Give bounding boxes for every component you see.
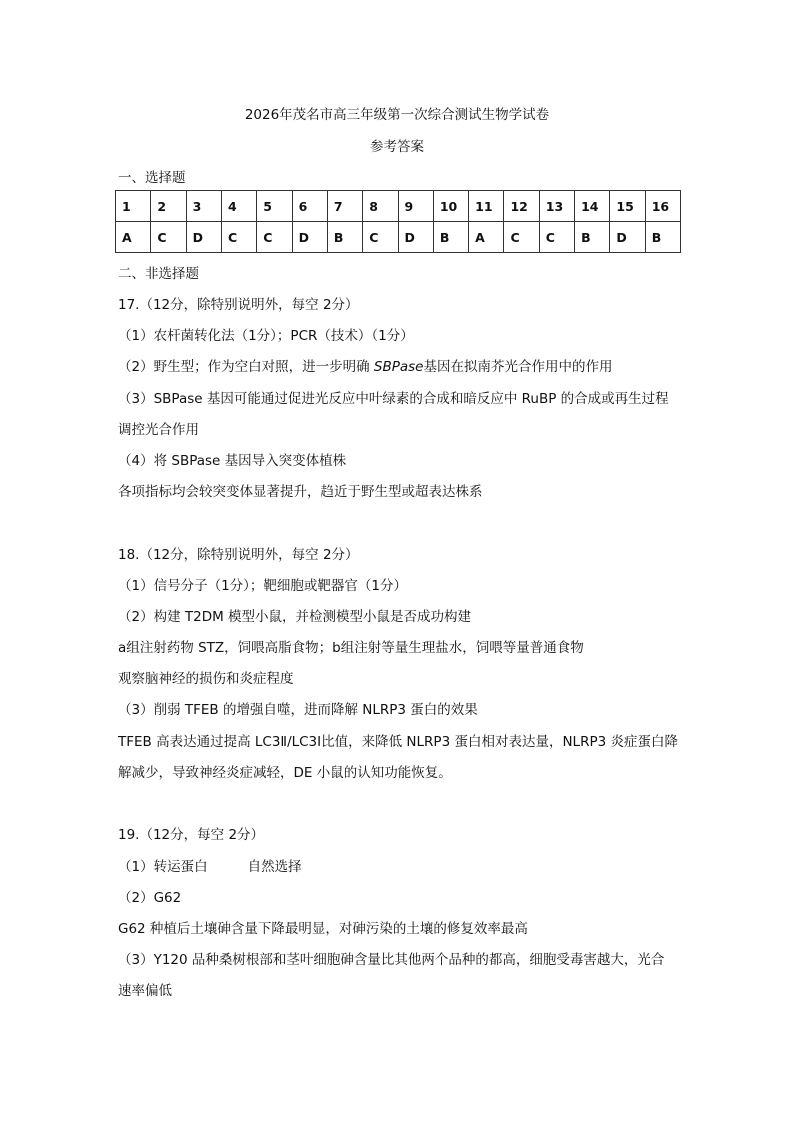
question-number: 4 xyxy=(221,191,256,222)
answer-cell: C xyxy=(504,222,539,253)
q17-line-6: 各项指标均会较突变体显著提升，趋近于野生型或超表达株系 xyxy=(118,484,483,500)
q17-line-1: （1）农杆菌转化法（1分）；PCR（技术）（1分） xyxy=(118,328,414,344)
page-subtitle: 参考答案 xyxy=(370,139,424,155)
question-number: 12 xyxy=(504,191,539,222)
question-number: 9 xyxy=(398,191,433,222)
answer-cell: D xyxy=(398,222,433,253)
q18-line-6: TFEB 高表达通过提高 LC3Ⅱ/LC3Ⅰ比值，来降低 NLRP3 蛋白相对表达量，NLRP3 炎症蛋白降 xyxy=(118,734,678,750)
q17-line-2-gene-name: SBPase xyxy=(373,359,424,375)
question-number: 1 xyxy=(116,191,151,222)
answer-cell: C xyxy=(221,222,256,253)
answer-cell: C xyxy=(363,222,398,253)
answer-cell: B xyxy=(575,222,610,253)
q18-line-5: （3）削弱 TFEB 的增强自噬，进而降解 NLRP3 蛋白的效果 xyxy=(118,702,478,718)
question-number: 13 xyxy=(539,191,574,222)
question-number: 14 xyxy=(575,191,610,222)
q19-line-4: （3）Y120 品种桑树根部和茎叶细胞砷含量比其他两个品种的都高，细胞受毒害越大，光合 xyxy=(118,952,665,968)
answer-cell: B xyxy=(433,222,468,253)
q17-line-2 xyxy=(118,355,612,375)
answer-row xyxy=(116,222,681,253)
q18-line-3: a组注射药物 STZ，饲喂高脂食物；b组注射等量生理盐水，饲喂等量普通食物 xyxy=(118,640,584,656)
answer-cell: D xyxy=(610,222,645,253)
question-number: 11 xyxy=(469,191,504,222)
q19-title: 19.（12分，每空 2分） xyxy=(118,827,265,843)
answer-cell: A xyxy=(116,222,151,253)
q18-title: 18.（12分，除特别说明外，每空 2分） xyxy=(118,547,359,563)
question-number: 5 xyxy=(257,191,292,222)
q18-line-1: （1）信号分子（1分）；靶细胞或靶器官（1分） xyxy=(118,578,408,594)
q17-line-3: （3）SBPase 基因可能通过促进光反应中叶绿素的合成和暗反应中 RuBP 的合成或再生过程 xyxy=(118,391,669,407)
page-title: 2026年茂名市高三年级第一次综合测试生物学试卷 xyxy=(244,107,550,123)
question-number: 15 xyxy=(610,191,645,222)
q19-line-1 xyxy=(118,855,302,875)
section-heading-nonchoice: 二、非选择题 xyxy=(118,266,199,282)
q19-line-5: 速率偏低 xyxy=(118,983,172,999)
q17-line-2-part-1: （2）野生型；作为空白对照，进一步明确 xyxy=(118,359,374,375)
section-heading-choice: 一、选择题 xyxy=(118,170,186,186)
answer-cell: C xyxy=(151,222,186,253)
q19-answer-1: （1）转运蛋白 xyxy=(118,859,208,875)
question-number-row xyxy=(116,191,681,222)
q19-answer-2: 自然选择 xyxy=(247,859,302,875)
q18-line-4: 观察脑神经的损伤和炎症程度 xyxy=(118,671,294,687)
q18-line-7: 解减少，导致神经炎症减轻，DE 小鼠的认知功能恢复。 xyxy=(118,765,452,781)
answer-cell: A xyxy=(469,222,504,253)
question-number: 7 xyxy=(327,191,362,222)
q17-line-2-part-3: 基因在拟南芥光合作用中的作用 xyxy=(423,359,613,375)
answer-cell: C xyxy=(539,222,574,253)
question-number: 3 xyxy=(186,191,221,222)
q17-line-5: （4）将 SBPase 基因导入突变体植株 xyxy=(118,453,347,469)
answer-cell: B xyxy=(327,222,362,253)
q18-line-2: （2）构建 T2DM 模型小鼠，并检测模型小鼠是否成功构建 xyxy=(118,609,472,625)
question-number: 10 xyxy=(433,191,468,222)
q17-line-4: 调控光合作用 xyxy=(118,422,199,438)
answer-table xyxy=(115,190,681,253)
question-number: 16 xyxy=(645,191,680,222)
q17-title: 17.（12分，除特别说明外，每空 2分） xyxy=(118,297,359,313)
answer-cell: D xyxy=(186,222,221,253)
answer-cell: D xyxy=(292,222,327,253)
q19-line-3: G62 种植后土壤砷含量下降最明显，对砷污染的土壤的修复效率最高 xyxy=(118,921,528,937)
answer-cell: B xyxy=(645,222,680,253)
question-number: 8 xyxy=(363,191,398,222)
question-number: 2 xyxy=(151,191,186,222)
answer-cell: C xyxy=(257,222,292,253)
q19-line-2: （2）G62 xyxy=(118,890,182,906)
question-number: 6 xyxy=(292,191,327,222)
